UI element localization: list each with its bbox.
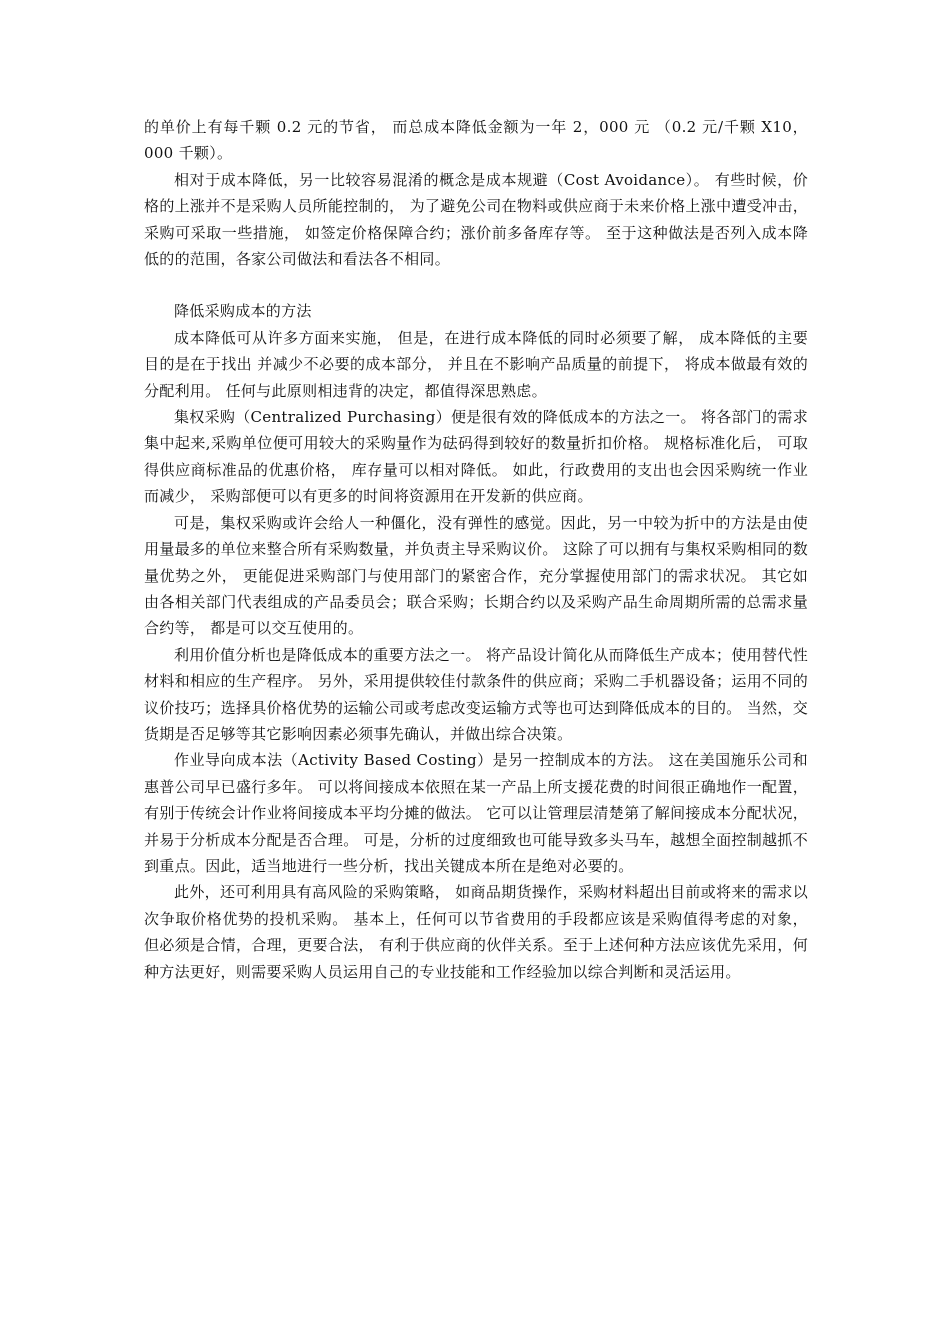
paragraph-cost-saving-example: 的单价上有每千颗 0.2 元的节省， 而总成本降低金额为一年 2，000 元 （0.2 元/千颗 X10，000 千颗）。 (144, 118, 808, 163)
paragraph-cost-reduction-principle: 成本降低可从许多方面来实施， 但是，在进行成本降低的同时必须要了解， 成本降低的主要目的是在于找出 并减少不必要的成本部分， 并且在不影响产品质量的前提下， 将成本做最有效的分配利用。 任何与此原则相违背的决定，都值得深思熟虑。 (144, 328, 808, 400)
section-heading: 降低采购成本的方法 (174, 302, 312, 321)
paragraph-value-analysis: 利用价值分析也是降低成本的重要方法之一。 将产品设计简化从而降低生产成本；使用替代性材料和相应的生产程序。 另外，采用提供较佳付款条件的供应商；采购二手机器设备；运用不同的议价技巧；选择具价格优势的运输公司或考虑改变运输方式等也可达到降低成本的目的。 当然，交货期是否足够等其它影响因素必须事先确认，并做出综合决策。 (144, 645, 808, 743)
paragraph-gap (144, 272, 808, 298)
paragraph-cost-avoidance: 相对于成本降低，另一比较容易混淆的概念是成本规避（Cost Avoidance）。 有些时候，价格的上涨并不是采购人员所能控制的， 为了避免公司在物料或供应商于未来价格上涨中遭受冲击， 采购可采取一些措施， 如签定价格保障合约；涨价前多备库存等。 至于这种做法是否列入成本降低的的范围，各家公司做法和看法各不相同。 (144, 170, 808, 269)
paragraph-activity-based-costing: 作业导向成本法（Activity Based Costing）是另一控制成本的方法。 这在美国施乐公司和惠普公司早已盛行多年。 可以将间接成本依照在某一产品上所支援花费的时间很正确地作一配置， 有别于传统会计作业将间接成本平均分摊的做法。 它可以让管理层清楚第了解间接成本分配状况， 并易于分析成本分配是否合理。 可是，分析的过度细致也可能导致多头马车，越想全面控制越抓不到重点。因此，适当地进行一些分析，找出关键成本所在是绝对必要的。 (144, 751, 808, 875)
paragraph-high-risk-strategy: 此外，还可利用具有高风险的采购策略， 如商品期货操作，采购材料超出目前或将来的需求以次争取价格优势的投机采购。 基本上，任何可以节省费用的手段都应该是采购值得考虑的对象， 但必须是合情，合理，更要合法， 有利于供应商的伙伴关系。至于上述何种方法应该优先采用，何种方法更好，则需要采购人员运用自己的专业技能和工作经验加以综合判断和灵活运用。 (144, 883, 808, 981)
document-body (144, 114, 808, 985)
paragraph-lead-buyer: 可是，集权采购或许会给人一种僵化，没有弹性的感觉。因此，另一中较为折中的方法是由使用量最多的单位来整合所有采购数量，并负责主导采购议价。 这除了可以拥有与集权采购相同的数量优势之外， 更能促进采购部门与使用部门的紧密合作，充分掌握使用部门的需求状况。 其它如由各相关部门代表组成的产品委员会；联合采购；长期合约以及采购产品生命周期所需的总需求量合约等， 都是可以交互使用的。 (144, 513, 808, 638)
paragraph-centralized-purchasing: 集权采购（Centralized Purchasing）便是很有效的降低成本的方法之一。 将各部门的需求集中起来,采购单位便可用较大的采购量作为砝码得到较好的数量折扣价格。 规格标准化后， 可取得供应商标准品的优惠价格， 库存量可以相对降低。 如此，行政费用的支出也会因采购统一作业而减少， 采购部便可以有更多的时间将资源用在开发新的供应商。 (144, 408, 808, 506)
